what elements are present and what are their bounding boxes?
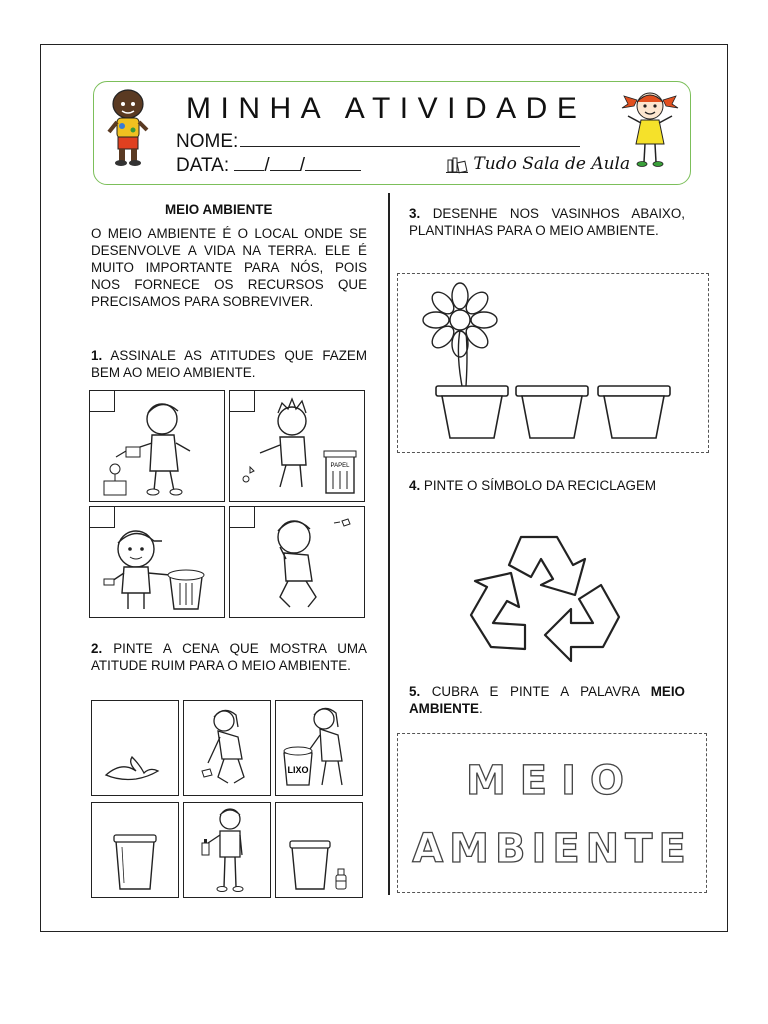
- q1-number: 1.: [91, 348, 103, 363]
- bin-label: PAPEL: [330, 463, 350, 469]
- pot-rim: [598, 386, 670, 396]
- q2-scene-banana[interactable]: [91, 700, 179, 796]
- recycling-symbol-icon[interactable]: [461, 525, 631, 675]
- q1-checkbox[interactable]: [229, 390, 255, 412]
- q1-text: [91, 347, 367, 381]
- worksheet-page: [40, 44, 728, 932]
- pot-rim: [436, 386, 508, 396]
- q3-drawing-area[interactable]: [397, 273, 709, 453]
- q3-text: [409, 205, 685, 239]
- boy-illustration: [106, 86, 150, 168]
- girl-at-trash-can-image: [276, 701, 362, 795]
- pot-rim: [516, 386, 588, 396]
- q1-option-littering[interactable]: [229, 390, 365, 502]
- q2-scene-boy-bottle[interactable]: [183, 802, 271, 898]
- bin-label: LIXO: [287, 765, 309, 775]
- q1-option-trash-bin[interactable]: [89, 506, 225, 618]
- q4-text: [409, 477, 685, 494]
- q5-text: [409, 683, 685, 717]
- name-field[interactable]: [176, 130, 580, 153]
- header-box: [93, 81, 691, 185]
- brand-text: Tudo Sala de Aula: [473, 154, 631, 174]
- column-divider: [388, 193, 390, 895]
- q1-checkbox[interactable]: [89, 506, 115, 528]
- q2-number: 2.: [91, 641, 103, 656]
- name-label: NOME:: [176, 131, 239, 152]
- date-label: DATA:: [176, 155, 230, 176]
- q3-number: 3.: [409, 206, 421, 221]
- q3-statement: DESENHE NOS VASINHOS ABAIXO, PLANTINHAS PARA O MEIO AMBIENTE.: [409, 206, 685, 238]
- boy-holding-bottle-image: [184, 803, 270, 897]
- banana-peel-image: [92, 701, 178, 795]
- flower-icon: [423, 283, 497, 386]
- q1-option-throwing[interactable]: [229, 506, 365, 618]
- trash-can-with-bottle-image: [276, 803, 362, 897]
- q4-number: 4.: [409, 478, 421, 493]
- q1-checkbox[interactable]: [229, 506, 255, 528]
- q5-number: 5.: [409, 684, 421, 699]
- girl-illustration: [620, 88, 680, 172]
- q5-statement: CUBRA E PINTE A PALAVRA: [431, 684, 640, 699]
- pot-body: [522, 396, 582, 438]
- flower-pots-image: [398, 274, 706, 450]
- trace-word-meio[interactable]: MEIO: [465, 758, 638, 804]
- name-line[interactable]: [240, 130, 580, 147]
- trash-can-image: [92, 803, 178, 897]
- q2-text: [91, 640, 367, 674]
- q2-scene-trash-can[interactable]: [91, 802, 179, 898]
- q5-tracing-area[interactable]: [397, 733, 707, 893]
- q2-image-grid: [91, 700, 363, 898]
- books-icon: [446, 156, 468, 174]
- pot-body: [442, 396, 502, 438]
- q5-highlight: MEIO AMBIENTE: [409, 684, 685, 716]
- date-field[interactable]: DATA: / /: [176, 154, 361, 177]
- intro-text: O MEIO AMBIENTE É O LOCAL ONDE SE DESENVOLVE A VIDA NA TERRA. ELE É MUITO IMPORTANTE PARA NÓS, POIS NOS FORNECE OS RECURSOS QUE PRECISAMOS PARA SOBREVIVER.: [91, 226, 367, 309]
- q2-scene-girl-trash-can[interactable]: [275, 700, 363, 796]
- q2-statement: PINTE A CENA QUE MOSTRA UMA ATITUDE RUIM PARA O MEIO AMBIENTE.: [91, 641, 367, 673]
- date-day-blank[interactable]: [234, 154, 264, 171]
- intro-title: MEIO AMBIENTE: [165, 202, 273, 217]
- q4-statement: PINTE O SÍMBOLO DA RECICLAGEM: [423, 478, 657, 493]
- q2-scene-trash-bottle[interactable]: [275, 802, 363, 898]
- date-year-blank[interactable]: [305, 154, 361, 171]
- q1-option-watering[interactable]: [89, 390, 225, 502]
- brand-logo: [446, 154, 630, 174]
- trace-word-ambiente[interactable]: AMBIENTE: [412, 826, 692, 872]
- date-month-blank[interactable]: [270, 154, 300, 171]
- q2-scene-girl-picking[interactable]: [183, 700, 271, 796]
- page-title: MINHA ATIVIDADE: [186, 92, 587, 125]
- pot-body: [604, 396, 664, 438]
- q1-image-grid: [89, 390, 365, 618]
- girl-picking-trash-image: [184, 701, 270, 795]
- q1-checkbox[interactable]: [89, 390, 115, 412]
- q1-statement: ASSINALE AS ATITUDES QUE FAZEM BEM AO MEIO AMBIENTE.: [91, 348, 368, 380]
- q5-period: .: [478, 701, 483, 716]
